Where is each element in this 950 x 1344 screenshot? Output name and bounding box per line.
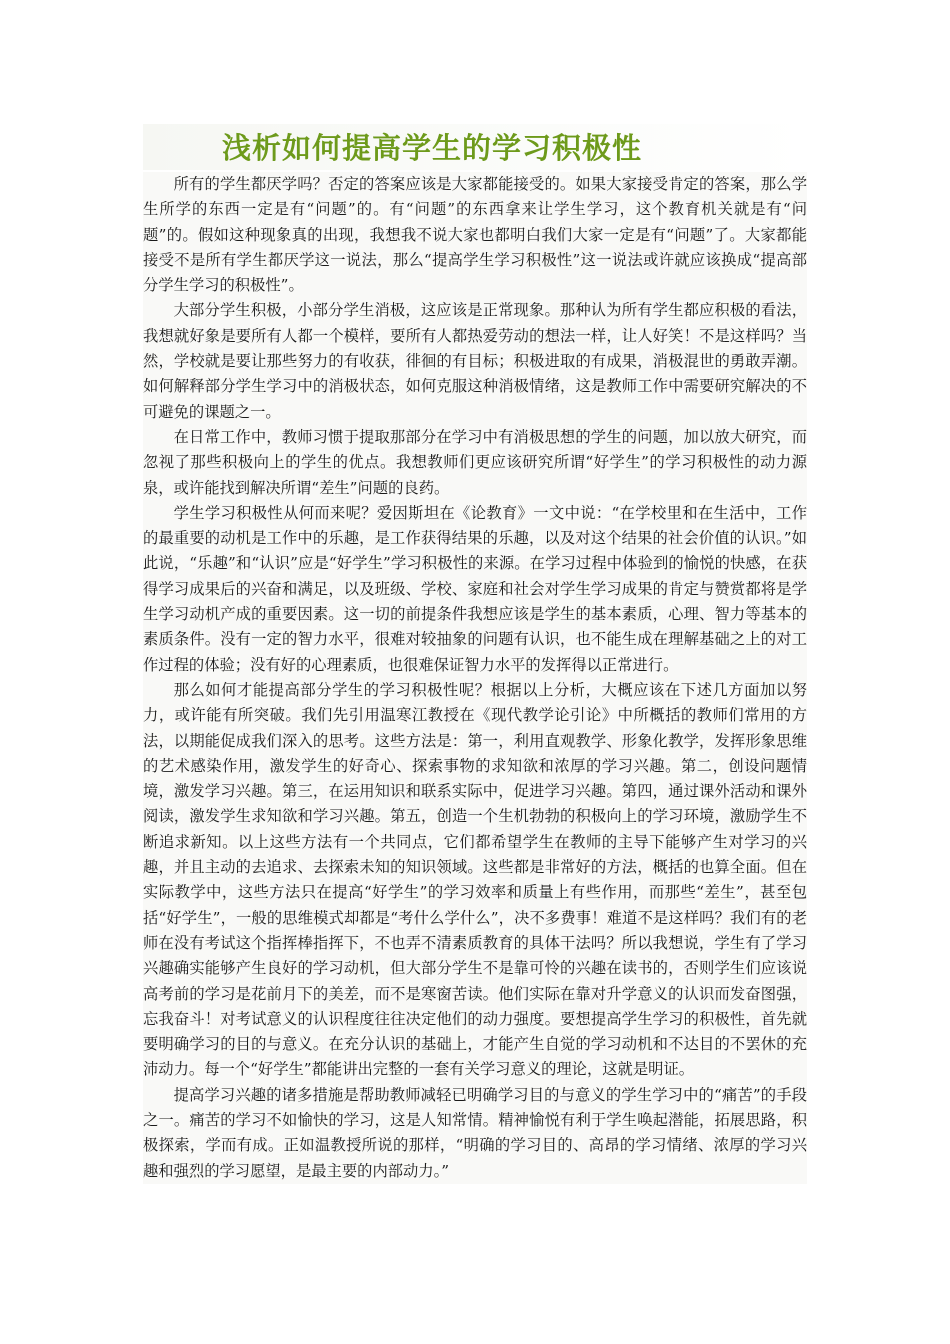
document-title: 浅析如何提高学生的学习积极性	[222, 131, 643, 165]
paragraph-6: 提高学习兴趣的诸多措施是帮助教师减轻已明确学习目的与意义的学生学习中的“痛苦”的手段之一。痛苦的学习不如愉快的学习，这是人知常情。精神愉悦有利于学生唤起潜能，拓展思路，积极探索，学而有成。正如温教授所说的那样，“明确的学习目的、高昂的学习情绪、浓厚的学习兴趣和强烈的学习愿望，是最主要的内部动力。”	[143, 1083, 807, 1184]
paragraph-2: 大部分学生积极，小部分学生消极，这应该是正常现象。那种认为所有学生都应积极的看法，我想就好象是要所有人都一个模样，要所有人都热爱劳动的想法一样，让人好笑！不是这样吗？当然，学校就是要让那些努力的有收获，徘徊的有目标；积极进取的有成果，消极混世的勇敢弄潮。如何解释部分学生学习中的消极状态，如何克服这种消极情绪，这是教师工作中需要研究解决的不可避免的课题之一。	[143, 298, 807, 424]
paragraph-4: 学生学习积极性从何而来呢？爱因斯坦在《论教育》一文中说：“在学校里和在生活中，工作的最重要的动机是工作中的乐趣，是工作获得结果的乐趣，以及对这个结果的社会价值的认识。”如此说，“乐趣”和“认识”应是“好学生”学习积极性的来源。在学习过程中体验到的愉悦的快感，在获得学习成果后的兴奋和满足，以及班级、学校、家庭和社会对学生学习成果的肯定与赞赏都将是学生学习动机产成的重要因素。这一切的前提条件我想应该是学生的基本素质，心理、智力等基本的素质条件。没有一定的智力水平，很难对较抽象的问题有认识，也不能生成在理解基础之上的对工作过程的体验；没有好的心理素质，也很难保证智力水平的发挥得以正常进行。	[143, 501, 807, 678]
paragraph-3: 在日常工作中，教师习惯于提取那部分在学习中有消极思想的学生的问题，加以放大研究，而忽视了那些积极向上的学生的优点。我想教师们更应该研究所谓“好学生”的学习积极性的动力源泉，或许能找到解决所谓“差生”问题的良药。	[143, 425, 807, 501]
paragraph-5: 那么如何才能提高部分学生的学习积极性呢？根据以上分析，大概应该在下述几方面加以努力，或许能有所突破。我们先引用温寒江教授在《现代教学论引论》中所概括的教师们常用的方法，以期能促成我们深入的思考。这些方法是：第一，利用直观教学、形象化教学，发挥形象思维的艺术感染作用，激发学生的好奇心、探索事物的求知欲和浓厚的学习兴趣。第二，创设问题情境，激发学习兴趣。第三，在运用知识和联系实际中，促进学习兴趣。第四，通过课外活动和课外阅读，激发学生求知欲和学习兴趣。第五，创造一个生机勃勃的积极向上的学习环境，激励学生不断追求新知。以上这些方法有一个共同点，它们都希望学生在教师的主导下能够产生对学习的兴趣，并且主动的去追求、去探索未知的知识领域。这些都是非常好的方法，概括的也算全面。但在实际教学中，这些方法只在提高“好学生”的学习效率和质量上有些作用，而那些“差生”，甚至包括“好学生”，一般的思维模式却都是“考什么学什么”，决不多费事！难道不是这样吗？我们有的老师在没有考试这个指挥棒指挥下，不也弄不清素质教育的具体干法吗？所以我想说，学生有了学习兴趣确实能够产生良好的学习动机，但大部分学生不是靠可怜的兴趣在读书的，否则学生们应该说高考前的学习是花前月下的美差，而不是寒窗苦读。他们实际在靠对升学意义的认识而发奋图强，忘我奋斗！对考试意义的认识程度往往决定他们的动力强度。要想提高学生学习的积极性，首先就要明确学习的目的与意义。在充分认识的基础上，才能产生自觉的学习动机和不达目的不罢休的充沛动力。每一个“好学生”都能讲出完整的一套有关学习意义的理论，这就是明证。	[143, 678, 807, 1083]
paragraph-1: 所有的学生都厌学吗？否定的答案应该是大家都能接受的。如果大家接受肯定的答案，那么学生所学的东西一定是有“问题”的。有“问题”的东西拿来让学生学习，这个教育机关就是有“问题”的。假如这种现象真的出现，我想我不说大家也都明白我们大家一定是有“问题”了。大家都能接受不是所有学生都厌学这一说法，那么“提高学生学习积极性”这一说法或许就应该换成“提高部分学生学习的积极性”。	[143, 172, 807, 298]
document-body	[143, 172, 807, 1184]
